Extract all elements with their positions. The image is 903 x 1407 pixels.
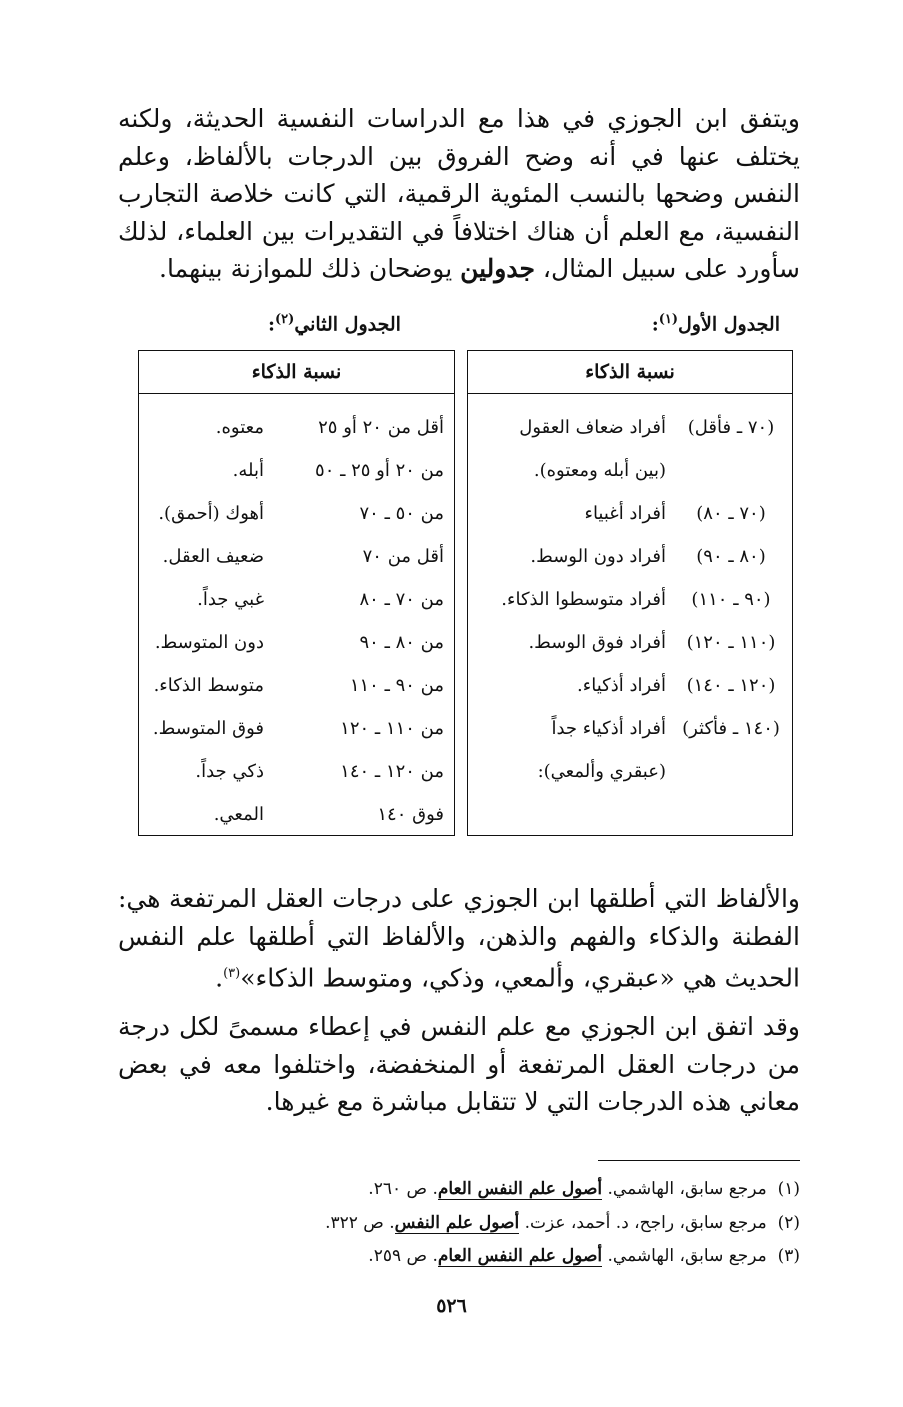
table1-caption: [652, 312, 780, 335]
table-row: [468, 449, 792, 492]
desc-cell: أفراد فوق الوسط.: [528, 632, 666, 653]
footnote-title: أصول علم النفس: [394, 1213, 520, 1233]
table2-caption: [268, 312, 401, 335]
range-cell: من ١١٠ ـ ١٢٠: [340, 718, 444, 739]
table-row: [468, 621, 792, 664]
table1-caption-colon: :: [651, 313, 659, 336]
table-row: [468, 492, 792, 535]
table-first: [467, 350, 793, 836]
table-row: [139, 621, 454, 664]
range-cell: (٨٠ ـ ٩٠): [696, 546, 766, 567]
table-row: [139, 535, 454, 578]
footnote-number: (٣): [777, 1246, 800, 1266]
desc-cell: أهوك (أحمق).: [158, 503, 264, 524]
paragraph-conclusion: [118, 1008, 800, 1121]
table2-caption-text: الجدول الثاني: [294, 313, 401, 336]
range-cell: (١٢٠ ـ ١٤٠): [686, 675, 776, 696]
table-second: [138, 350, 455, 836]
paragraph-intro-text-b: يوضحان ذلك للموازنة بينهما.: [159, 254, 453, 283]
table-row: [139, 707, 454, 750]
desc-cell: أبله.: [232, 460, 264, 481]
table-body: [139, 394, 454, 836]
range-cell: من ٨٠ ـ ٩٠: [359, 632, 444, 653]
paragraph-terms: [118, 880, 800, 997]
range-cell: أقل من ٢٠ أو ٢٥: [318, 417, 444, 438]
footnote-number: (١): [777, 1179, 800, 1199]
table-row: [468, 406, 792, 449]
desc-cell: متوسط الذكاء.: [153, 675, 264, 696]
desc-cell: أفراد أذكياء.: [577, 675, 666, 696]
table-row: [139, 578, 454, 621]
table-row: [139, 406, 454, 449]
paragraph-intro-text-a: ويتفق ابن الجوزي في هذا مع الدراسات النفسية الحديثة، ولكنه يختلف عنها في أنه وضح الفروق بين الدرجات بالألفاظ، وعلم النفس وضحها بالنسب المئوية الرقمية، التي كانت خلاصة التجارب النفسية، مع العلم أن هناك اختلافاً في التقديرات بين العلماء، لذلك سأورد على سبيل المثال،: [118, 104, 800, 283]
footnote-title: أصول علم النفس العام: [437, 1246, 603, 1266]
paragraph-intro-bold: جدولين: [460, 254, 535, 283]
paragraph-intro: [118, 100, 800, 288]
footnote-pre: مرجع سابق، راجح، د. أحمد، عزت.: [524, 1213, 767, 1233]
table-body: [468, 394, 792, 793]
table-row: [468, 750, 792, 793]
desc-cell: أفراد أغبياء: [584, 503, 666, 524]
desc-cell: دون المتوسط.: [154, 632, 264, 653]
range-cell: (٧٠ ـ ٨٠): [696, 503, 766, 524]
range-cell: من ١٢٠ ـ ١٤٠: [340, 761, 444, 782]
desc-cell: أفراد متوسطوا الذكاء.: [501, 589, 666, 610]
table-row: [139, 492, 454, 535]
table-row: [139, 664, 454, 707]
table2-footnote-ref[interactable]: (٢): [275, 312, 295, 327]
desc-cell: أفراد دون الوسط.: [530, 546, 666, 567]
range-cell: أقل من ٧٠: [362, 546, 444, 567]
table-header: نسبة الذكاء: [139, 351, 454, 394]
table1-caption-text: الجدول الأول: [678, 313, 780, 336]
desc-cell: ذكي جداً.: [195, 761, 264, 782]
paragraph-terms-text: والألفاظ التي أطلقها ابن الجوزي على درجات العقل المرتفعة هي: الفطنة والذكاء والفهم والذهن، والألفاظ التي أطلقها علم النفس الحديث هي «عبقري، وألمعي، وذكي، ومتوسط الذكاء»: [118, 884, 800, 993]
desc-cell: غبي جداً.: [197, 589, 264, 610]
table2-caption-colon: :: [268, 313, 276, 336]
desc-cell: أفراد ضعاف العقول: [519, 417, 666, 438]
table-row: [139, 793, 454, 836]
footnote-number: (٢): [777, 1213, 800, 1233]
desc-cell: أفراد أذكياء جداً: [551, 718, 666, 739]
table-row: [139, 449, 454, 492]
desc-cell: فوق المتوسط.: [152, 718, 264, 739]
range-cell: من ٥٠ ـ ٧٠: [359, 503, 444, 524]
footnote-post: . ص ٣٢٢.: [325, 1213, 395, 1233]
desc-cell: (عبقري وألمعي):: [537, 761, 666, 782]
footnote-divider: [598, 1160, 800, 1161]
range-cell: من ٧٠ ـ ٨٠: [359, 589, 444, 610]
paragraph-conclusion-text: وقد اتفق ابن الجوزي مع علم النفس في إعطاء مسمىً لكل درجة من درجات العقل المرتفعة أو المنخفضة، واختلفوا معه في بعض معاني هذه الدرجات التي لا تتقابل مباشرة مع غيرها.: [118, 1012, 800, 1116]
desc-cell: معتوه.: [215, 417, 264, 438]
footnote-2: [325, 1210, 800, 1236]
table-row: [468, 664, 792, 707]
footnote-pre: مرجع سابق، الهاشمي.: [607, 1179, 767, 1199]
desc-cell: ضعيف العقل.: [162, 546, 264, 567]
footnote-3: [368, 1243, 800, 1269]
footnote-ref-3[interactable]: (٣): [223, 966, 241, 981]
footnote-title: أصول علم النفس العام: [437, 1179, 603, 1199]
footnote-post: . ص ٢٥٩.: [368, 1246, 438, 1266]
table-header: نسبة الذكاء: [468, 351, 792, 394]
table-row: [468, 535, 792, 578]
table-row: [468, 707, 792, 750]
range-cell: (٧٠ ـ فأقل): [687, 417, 775, 438]
table-row: [139, 750, 454, 793]
footnote-1: [368, 1176, 800, 1202]
desc-cell: (بين أبله ومعتوه).: [533, 460, 666, 481]
range-cell: (١٤٠ ـ فأكثر): [682, 718, 780, 739]
footnote-pre: مرجع سابق، الهاشمي.: [607, 1246, 767, 1266]
range-cell: فوق ١٤٠: [377, 804, 444, 825]
footnote-post: . ص ٢٦٠.: [368, 1179, 438, 1199]
range-cell: (١١٠ ـ ١٢٠): [686, 632, 776, 653]
table-row: [468, 578, 792, 621]
paragraph-terms-end: .: [215, 963, 224, 993]
page-number: ٥٢٦: [436, 1295, 467, 1317]
desc-cell: المعي.: [213, 804, 264, 825]
table1-footnote-ref[interactable]: (١): [658, 312, 678, 327]
range-cell: (٩٠ ـ ١١٠): [691, 589, 771, 610]
range-cell: من ٢٠ أو ٢٥ ـ ٥٠: [315, 460, 444, 481]
range-cell: من ٩٠ ـ ١١٠: [349, 675, 444, 696]
